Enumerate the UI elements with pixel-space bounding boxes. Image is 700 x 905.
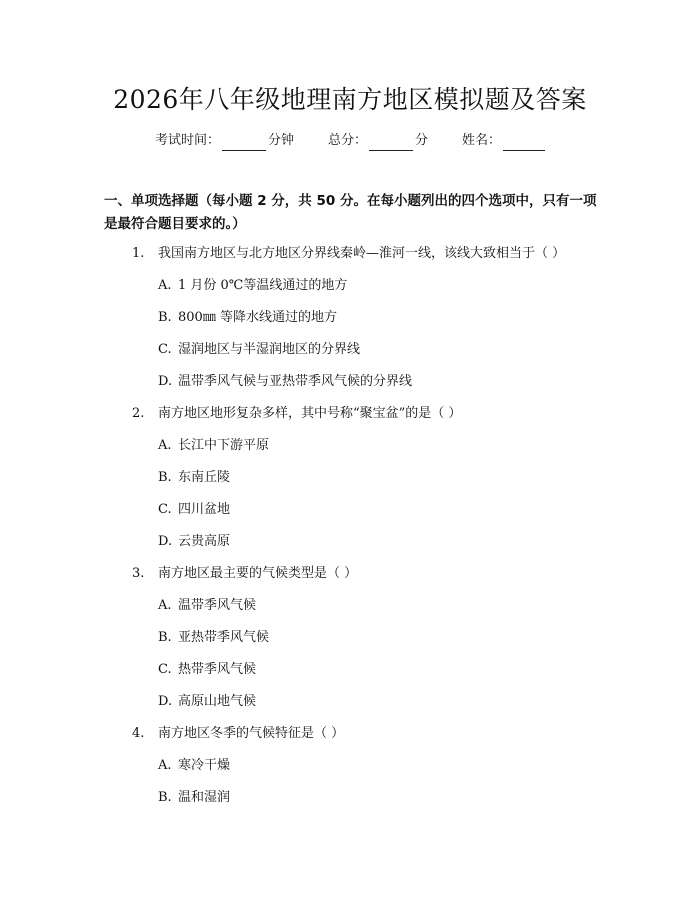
option-text: 四川盆地	[178, 502, 231, 517]
option-1b	[0, 302, 700, 334]
section-heading: 一、单项选择题（每小题 2 分，共 50 分。在每小题列出的四个选项中，只有一项是最符合题目要求的。）	[104, 193, 597, 232]
option-text: 1 月份 0℃等温线通过的地方	[178, 278, 348, 293]
question-1	[0, 238, 700, 270]
question-2	[0, 398, 700, 430]
question-stem: 南方地区地形复杂多样，其中号称“聚宝盆”的是（ ）	[158, 406, 462, 421]
option-3b	[0, 622, 700, 654]
exam-time-label: 考试时间：	[154, 133, 220, 148]
option-1d	[0, 366, 700, 398]
student-name-blank	[503, 136, 545, 151]
option-3d	[0, 686, 700, 718]
option-text: 温和湿润	[178, 790, 231, 805]
option-letter: C.	[158, 662, 172, 677]
question-stem: 南方地区冬季的气候特征是（ ）	[158, 726, 345, 741]
option-letter: A.	[158, 438, 172, 453]
student-name-label: 姓名：	[462, 133, 502, 148]
total-score-blank	[369, 136, 413, 151]
question-number: 2.	[132, 406, 145, 421]
option-2c	[0, 494, 700, 526]
option-letter: A.	[158, 758, 172, 773]
option-2b	[0, 462, 700, 494]
question-stem: 我国南方地区与北方地区分界线秦岭—淮河一线，该线大致相当于（ ）	[158, 246, 566, 261]
option-letter: D.	[158, 374, 173, 389]
question-3	[0, 558, 700, 590]
option-letter: A.	[158, 598, 172, 613]
option-4b	[0, 782, 700, 814]
option-letter: C.	[158, 342, 172, 357]
exam-time-blank	[222, 136, 266, 151]
option-text: 高原山地气候	[178, 694, 257, 709]
option-2d	[0, 526, 700, 558]
option-2a	[0, 430, 700, 462]
option-text: 东南丘陵	[178, 470, 231, 485]
exam-meta	[0, 131, 700, 151]
option-text: 云贵高原	[178, 534, 231, 549]
option-3c	[0, 654, 700, 686]
option-letter: D.	[158, 534, 173, 549]
question-stem: 南方地区最主要的气候类型是（ ）	[158, 566, 358, 581]
question-number: 1.	[132, 246, 145, 261]
option-4a	[0, 750, 700, 782]
student-name-field	[462, 131, 545, 151]
option-text: 寒冷干燥	[178, 758, 231, 773]
option-text: 亚热带季风气候	[178, 630, 270, 645]
option-text: 热带季风气候	[178, 662, 257, 677]
option-text: 温带季风气候与亚热带季风气候的分界线	[178, 374, 413, 389]
option-letter: A.	[158, 278, 172, 293]
option-letter: C.	[158, 502, 172, 517]
option-letter: B.	[158, 470, 172, 485]
option-3a	[0, 590, 700, 622]
option-1a	[0, 270, 700, 302]
total-score-field	[328, 131, 428, 151]
exam-time-field	[155, 131, 294, 151]
total-score-unit: 分	[415, 133, 429, 148]
question-number: 4.	[132, 726, 145, 741]
question-4	[0, 718, 700, 750]
question-list	[0, 238, 700, 814]
option-letter: B.	[158, 630, 172, 645]
option-text: 湿润地区与半湿润地区的分界线	[178, 342, 361, 357]
question-number: 3.	[132, 566, 145, 581]
option-text: 温带季风气候	[178, 598, 257, 613]
option-1c	[0, 334, 700, 366]
option-text: 长江中下游平原	[178, 438, 270, 453]
exam-time-unit: 分钟	[267, 133, 294, 148]
option-letter: B.	[158, 790, 172, 805]
document-title: 2026年八年级地理南方地区模拟题及答案	[113, 85, 587, 114]
option-letter: B.	[158, 310, 172, 325]
option-letter: D.	[158, 694, 173, 709]
total-score-label: 总分：	[327, 133, 367, 148]
option-text: 800㎜ 等降水线通过的地方	[178, 310, 337, 325]
